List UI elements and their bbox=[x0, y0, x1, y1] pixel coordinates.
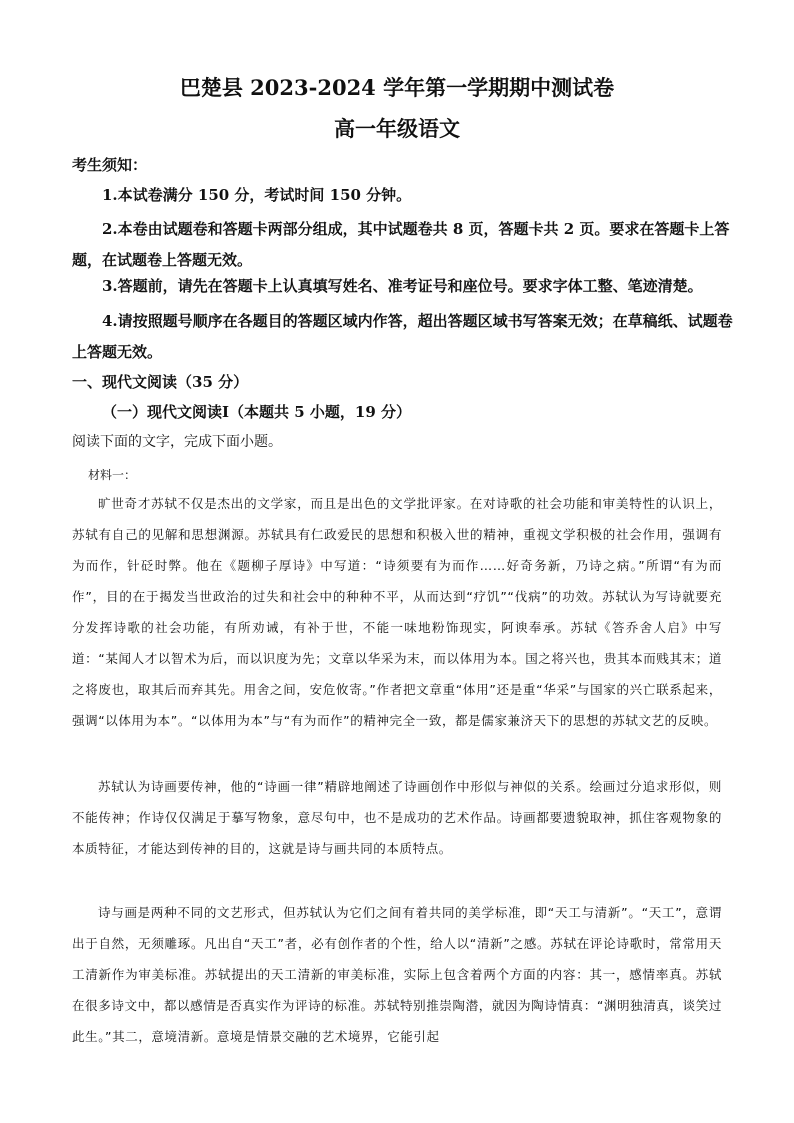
subsection-heading: （一）现代文阅读Ⅰ（本题共 5 小题，19 分） bbox=[102, 403, 411, 421]
note-rule-2: 2.本卷由试题卷和答题卡两部分组成，其中试题卷共 8 页，答题卡共 2 页。要求在答题卡上答题，在试题卷上答题无效。 bbox=[72, 220, 730, 269]
reading-instruction: 阅读下面的文字，完成下面小题。 bbox=[72, 434, 282, 450]
material-label: 材料一： bbox=[88, 468, 137, 482]
paragraph-1: 旷世奇才苏轼不仅是杰出的文学家，而且是出色的文学批评家。在对诗歌的社会功能和审美特性的认识上，苏轼有自己的见解和思想渊源。苏轼具有仁政爱民的思想和积极入世的精神，重视文学积极的社会作用，强调有为而作，针砭时弊。他在《题柳子厚诗》中写道：“诗须要有为而作……好奇务新，乃诗之病。”所谓“有为而作”，目的在于揭发当世政治的过失和社会中的种种不平，从而达到“疗饥”“伐病”的功效。苏轼认为写诗就要充分发挥诗歌的社会功能，有所劝诫，有补于世，不能一味地粉饰现实，阿谀奉承。苏轼《答乔舍人启》中写道：“某闻人才以智术为后，而以识度为先；文章以华采为末，而以体用为本。国之将兴也，贵其本而贱其末；道之将废也，取其后而弃其先。用舍之间，安危攸寄。”作者把文章重“体用”还是重“华采”与国家的兴亡联系起来，强调“以体用为本”。“以体用为本”与“有为而作”的精神完全一致，都是儒家兼济天下的思想的苏轼文艺的反映。 bbox=[72, 496, 722, 728]
paragraph-3: 诗与画是两种不同的文艺形式，但苏轼认为它们之间有着共同的美学标准，即“天工与清新”。“天工”，意谓出于自然，无须雕琢。凡出自“天工”者，必有创作者的个性，给人以“清新”之感。苏轼在评论诗歌时，常常用天工清新作为审美标准。苏轼提出的天工清新的审美标准，实际上包含着两个方面的内容：其一，感情率真。苏轼在很多诗文中，都以感情是否真实作为评诗的标准。苏轼特别推崇陶潜，就因为陶诗情真：“渊明独清真，谈笑过此生。”其二，意境清新。意境是情景交融的艺术境界，它能引起 bbox=[72, 905, 722, 1044]
exam-title: 巴楚县 2023-2024 学年第一学期期中测试卷 bbox=[179, 75, 615, 100]
exam-subtitle: 高一年级语文 bbox=[334, 116, 460, 141]
section-heading: 一、现代文阅读（35 分） bbox=[72, 373, 249, 391]
paragraph-2: 苏轼认为诗画要传神，他的“诗画一律”精辟地阐述了诗画创作中形似与神似的关系。绘画过分追求形似，则不能传神；作诗仅仅满足于摹写物象，意尽句中，也不是成功的艺术作品。诗画都要遗貌取神，抓住客观物象的本质特征，才能达到传神的目的，这就是诗与画共同的本质特点。 bbox=[72, 779, 722, 856]
note-rule-1: 1.本试卷满分 150 分，考试时间 150 分钟。 bbox=[102, 186, 412, 204]
note-rule-3: 3.答题前，请先在答题卡上认真填写姓名、准考证号和座位号。要求字体工整、笔迹清楚。 bbox=[102, 277, 703, 295]
note-rule-4: 4.请按照题号顺序在各题目的答题区域内作答，超出答题区域书写答案无效；在草稿纸、试题卷上答题无效。 bbox=[72, 312, 733, 361]
notes-heading: 考生须知： bbox=[72, 156, 148, 174]
